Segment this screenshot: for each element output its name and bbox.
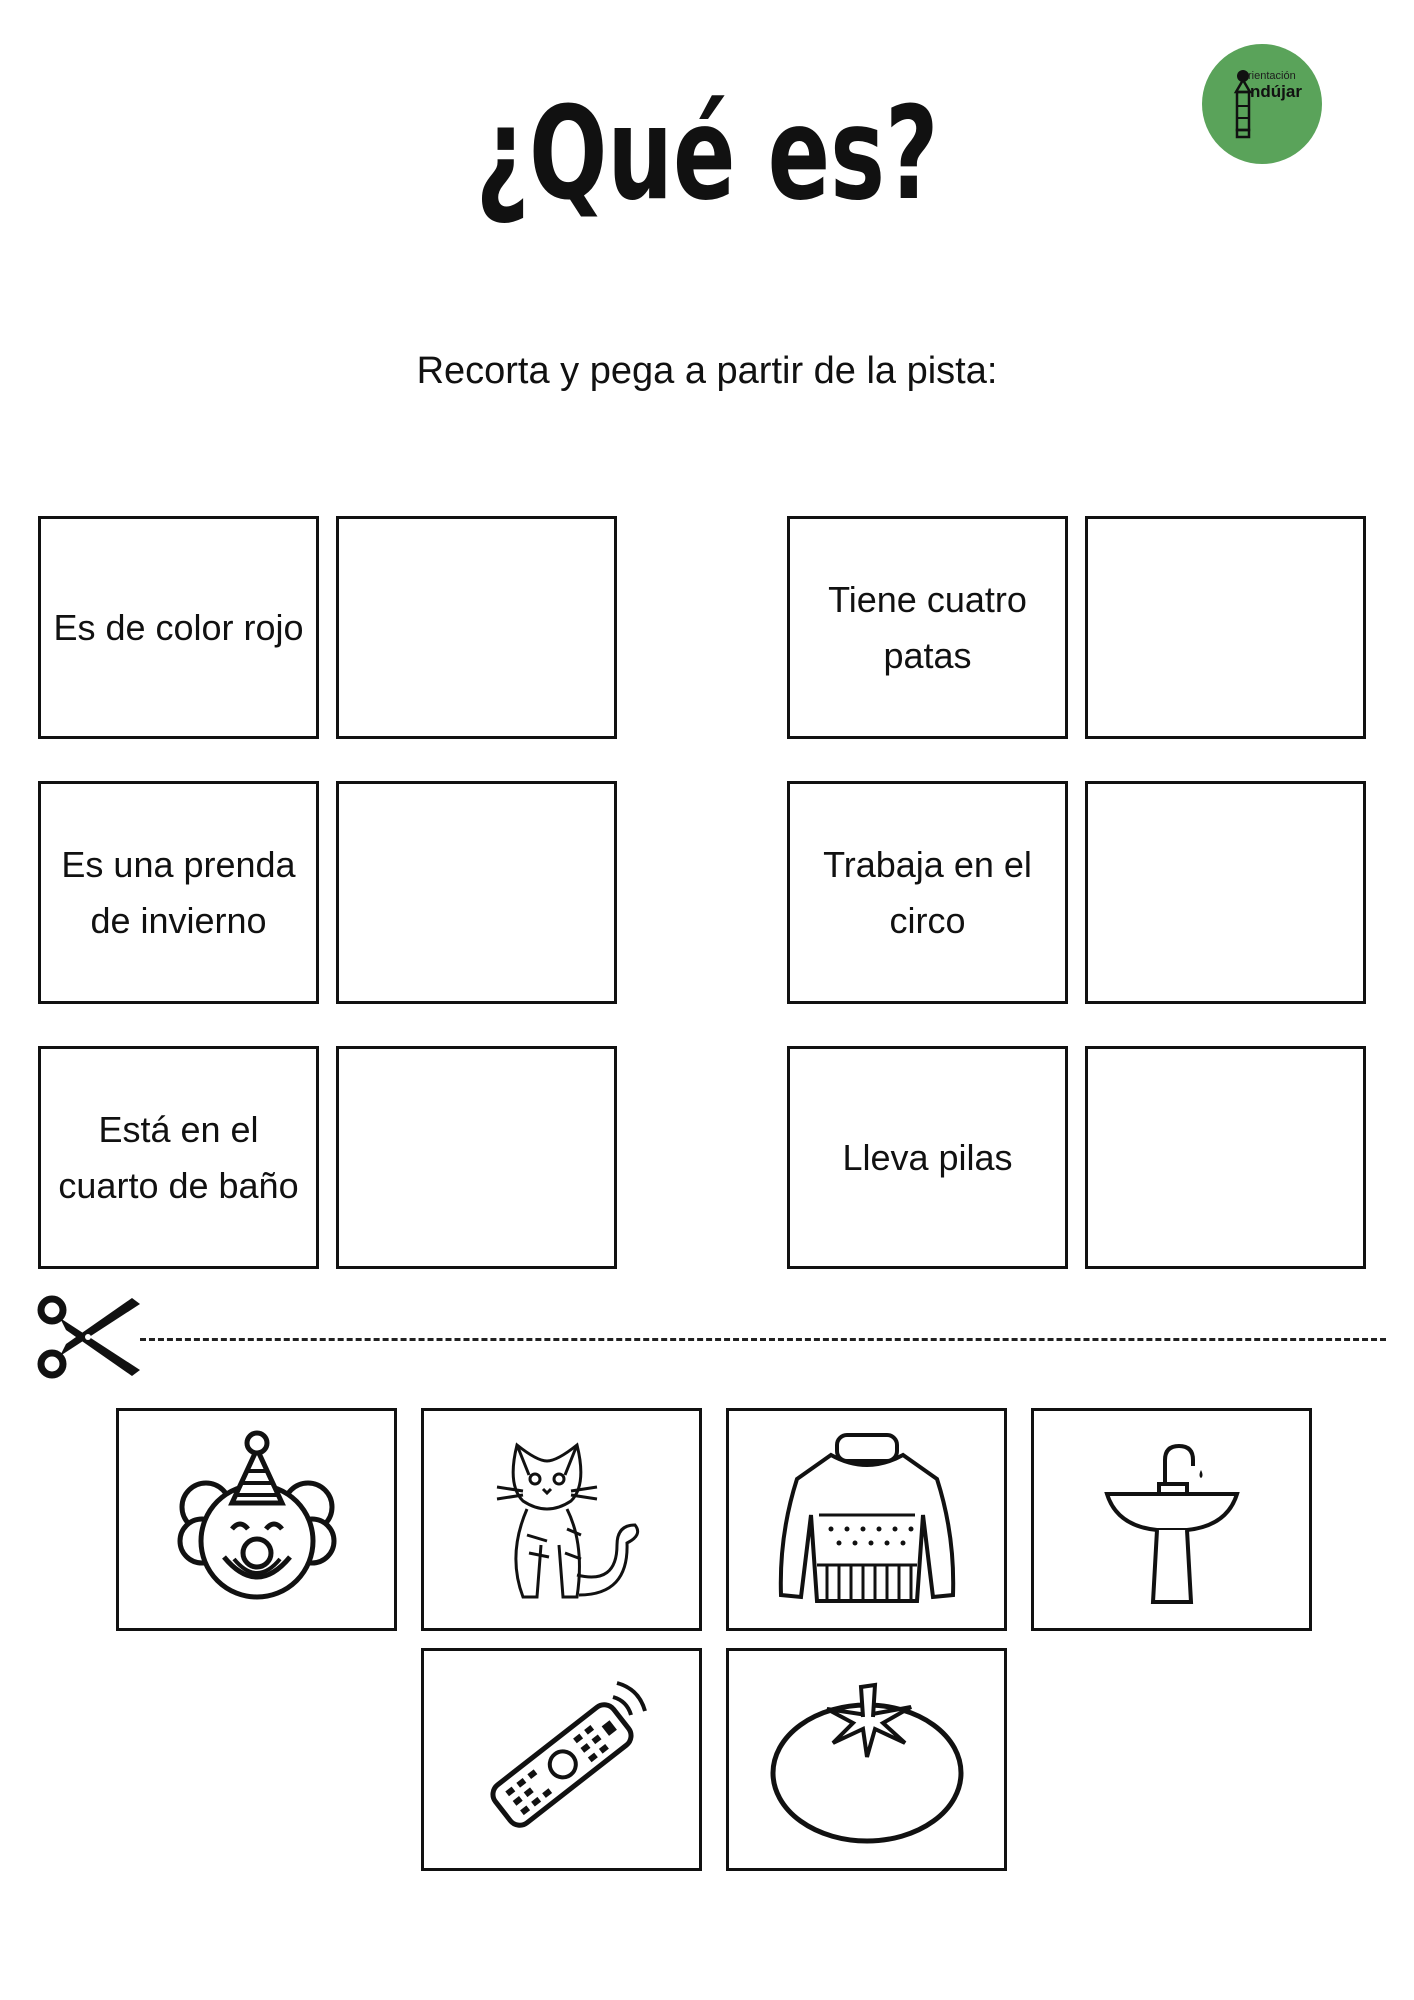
clue-box <box>38 516 319 739</box>
clue-text: Es de color rojo <box>53 606 304 648</box>
cutout-card-cat[interactable] <box>421 1408 702 1631</box>
sink-icon <box>1097 1430 1247 1610</box>
clue-text: Lleva pilas <box>842 1136 1013 1178</box>
cutout-card-remote[interactable] <box>421 1648 702 1871</box>
clue-box <box>787 516 1068 739</box>
paste-box[interactable] <box>336 516 617 739</box>
clue-text: Es una prenda de invierno <box>61 843 296 941</box>
logo <box>1202 44 1322 164</box>
clue-box <box>38 1046 319 1269</box>
instruction-text: Recorta y pega a partir de la pista: <box>416 350 998 392</box>
page-title: ¿Qué es? <box>475 80 939 229</box>
scissors-icon <box>36 1292 142 1382</box>
clue-text: Está en el cuarto de baño <box>58 1108 299 1206</box>
paste-box[interactable] <box>1085 1046 1366 1269</box>
cat-icon <box>467 1425 657 1615</box>
logo-text-small: rientación <box>1248 70 1296 82</box>
clown-icon <box>162 1425 352 1615</box>
paste-box[interactable] <box>1085 781 1366 1004</box>
paste-box[interactable] <box>336 781 617 1004</box>
cutout-card-sink[interactable] <box>1031 1408 1312 1631</box>
clue-text: Tiene cuatro patas <box>828 578 1027 676</box>
logo-text-big: ndújar <box>1250 82 1302 101</box>
cut-line <box>140 1338 1386 1341</box>
clue-text: Trabaja en el circo <box>823 843 1032 941</box>
paste-box[interactable] <box>1085 516 1366 739</box>
clue-box <box>787 781 1068 1004</box>
remote-control-icon <box>467 1665 657 1855</box>
clue-box <box>38 781 319 1004</box>
tomato-icon <box>767 1665 967 1855</box>
sweater-icon <box>767 1425 967 1615</box>
cutout-card-tomato[interactable] <box>726 1648 1007 1871</box>
cutout-card-sweater[interactable] <box>726 1408 1007 1631</box>
clue-box <box>787 1046 1068 1269</box>
cutout-card-clown[interactable] <box>116 1408 397 1631</box>
paste-box[interactable] <box>336 1046 617 1269</box>
